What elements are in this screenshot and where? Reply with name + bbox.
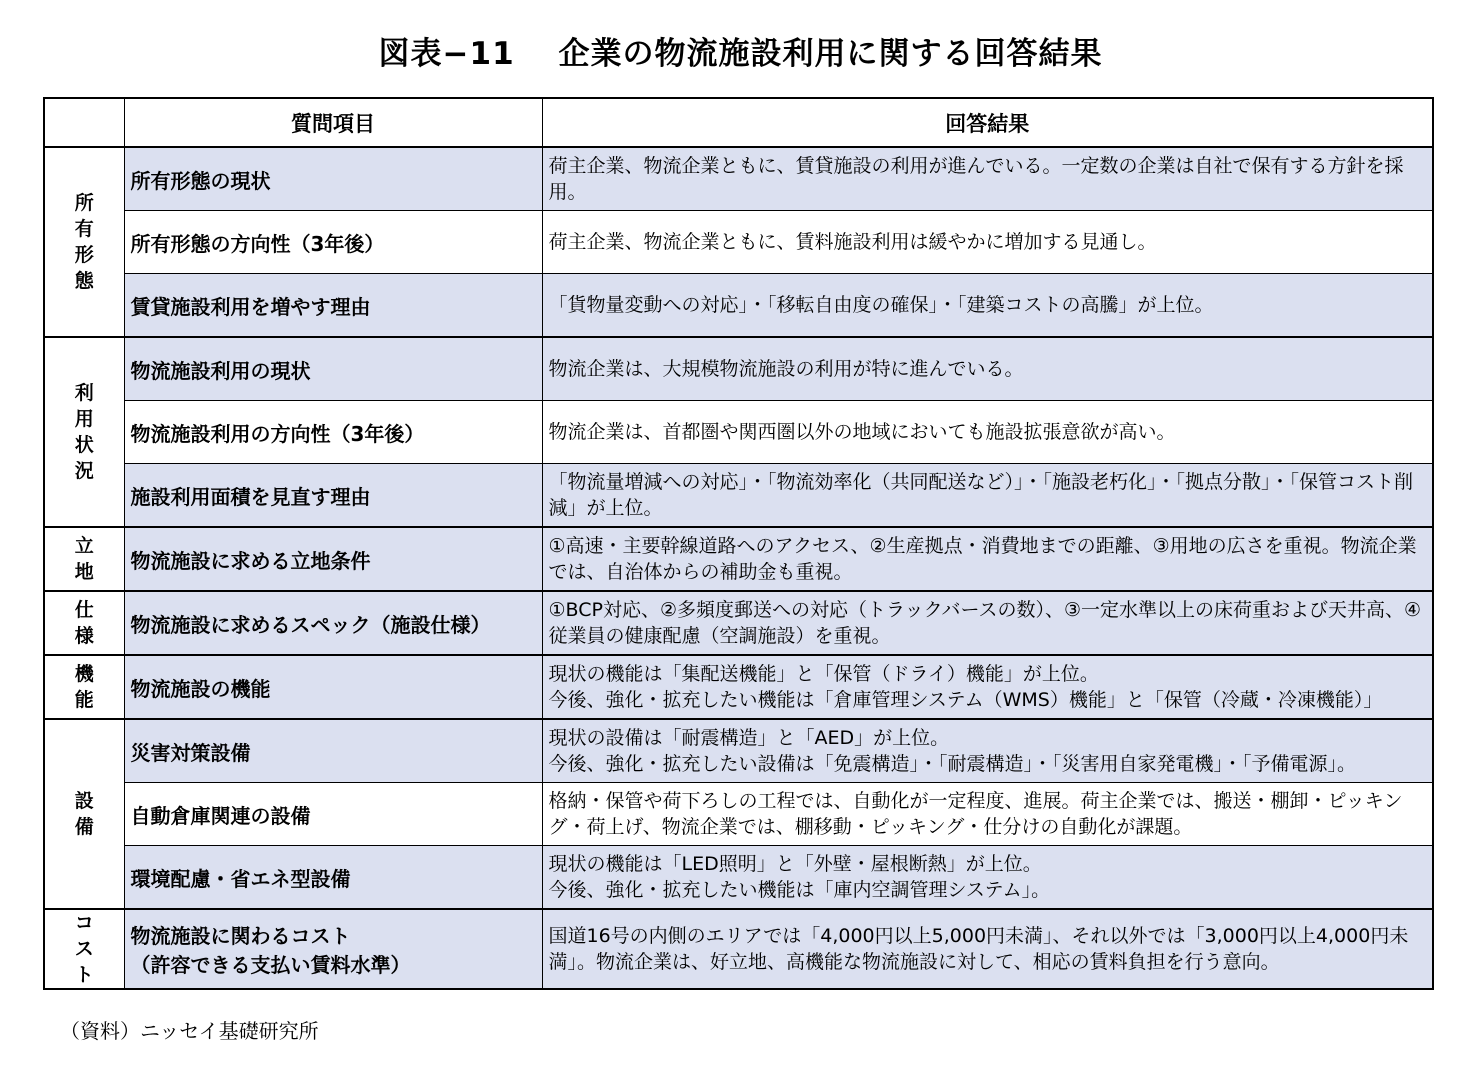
question-cell: 物流施設に関わるコスト （許容できる支払い賃料水準） [124, 909, 542, 989]
table-row [44, 527, 1433, 591]
table-row [44, 401, 1433, 464]
answer-cell: 「物流量増減への対応」・「物流効率化（共同配送など）」・「施設老朽化」・「拠点分散」・「保管コスト削減」が上位。 [542, 464, 1433, 528]
question-cell: 物流施設の機能 [124, 655, 542, 719]
table-row [44, 909, 1433, 989]
table-row [44, 783, 1433, 846]
answer-cell: 物流企業は、大規模物流施設の利用が特に進んでいる。 [542, 337, 1433, 401]
table-row [44, 655, 1433, 719]
answer-cell: 「貨物量変動への対応」・「移転自由度の確保」・「建築コストの高騰」が上位。 [542, 274, 1433, 338]
table-row [44, 464, 1433, 528]
category-cell: 利 用 状 況 [44, 337, 124, 527]
answer-cell: 物流企業は、首都圏や関西圏以外の地域においても施設拡張意欲が高い。 [542, 401, 1433, 464]
answer-cell: 荷主企業、物流企業ともに、賃料施設利用は緩やかに増加する見通し。 [542, 211, 1433, 274]
header-corner [44, 98, 124, 147]
table-row [44, 211, 1433, 274]
table-row [44, 591, 1433, 655]
answer-cell: 現状の設備は「耐震構造」と「AED」が上位。 今後、強化・拡充したい設備は「免震構造」・「耐震構造」・「災害用自家発電機」・「予備電源」。 [542, 719, 1433, 783]
answer-cell: 格納・保管や荷下ろしの工程では、自動化が一定程度、進展。荷主企業では、搬送・棚卸・ピッキング・荷上げ、物流企業では、棚移動・ピッキング・仕分けの自動化が課題。 [542, 783, 1433, 846]
category-cell: 所 有 形 態 [44, 147, 124, 337]
table-row [44, 337, 1433, 401]
question-cell: 所有形態の現状 [124, 147, 542, 211]
answer-cell: 荷主企業、物流企業ともに、賃貸施設の利用が進んでいる。一定数の企業は自社で保有する方針を採用。 [542, 147, 1433, 211]
table-row [44, 846, 1433, 910]
category-cell: コ ス ト [44, 909, 124, 989]
question-cell: 物流施設利用の方向性（3年後） [124, 401, 542, 464]
answer-cell: 国道16号の内側のエリアでは「4,000円以上5,000円未満」、それ以外では「3,000円以上4,000円未満」。物流企業は、好立地、高機能な物流施設に対して、相応の賃料負担を行う意向。 [542, 909, 1433, 989]
source-note: （資料）ニッセイ基礎研究所 [60, 1019, 319, 1043]
category-cell: 機 能 [44, 655, 124, 719]
answer-cell: ①高速・主要幹線道路へのアクセス、②生産拠点・消費地までの距離、③用地の広さを重視。物流企業では、自治体からの補助金も重視。 [542, 527, 1433, 591]
question-cell: 物流施設に求める立地条件 [124, 527, 542, 591]
question-cell: 所有形態の方向性（3年後） [124, 211, 542, 274]
table-row [44, 719, 1433, 783]
question-cell: 環境配慮・省エネ型設備 [124, 846, 542, 910]
table-header-row [44, 98, 1433, 147]
answer-cell: 現状の機能は「集配送機能」と「保管（ドライ）機能」が上位。 今後、強化・拡充したい機能は「倉庫管理システム（WMS）機能」と「保管（冷蔵・冷凍機能）」 [542, 655, 1433, 719]
question-cell: 物流施設に求めるスペック（施設仕様） [124, 591, 542, 655]
question-cell: 自動倉庫関連の設備 [124, 783, 542, 846]
category-cell: 立 地 [44, 527, 124, 591]
category-cell: 仕 様 [44, 591, 124, 655]
survey-results-table [43, 97, 1434, 990]
page-title: 図表−11 企業の物流施設利用に関する回答結果 [378, 36, 1103, 72]
question-cell: 施設利用面積を見直す理由 [124, 464, 542, 528]
answer-cell: ①BCP対応、②多頻度郵送への対応（トラックバースの数）、③一定水準以上の床荷重および天井高、④従業員の健康配慮（空調施設）を重視。 [542, 591, 1433, 655]
table-row [44, 274, 1433, 338]
table-row [44, 147, 1433, 211]
category-cell: 設 備 [44, 719, 124, 909]
question-cell: 災害対策設備 [124, 719, 542, 783]
header-question: 質問項目 [124, 98, 542, 147]
answer-cell: 現状の機能は「LED照明」と「外壁・屋根断熱」が上位。 今後、強化・拡充したい機能は「庫内空調管理システム」。 [542, 846, 1433, 910]
question-cell: 賃貸施設利用を増やす理由 [124, 274, 542, 338]
question-cell: 物流施設利用の現状 [124, 337, 542, 401]
header-answer: 回答結果 [542, 98, 1433, 147]
